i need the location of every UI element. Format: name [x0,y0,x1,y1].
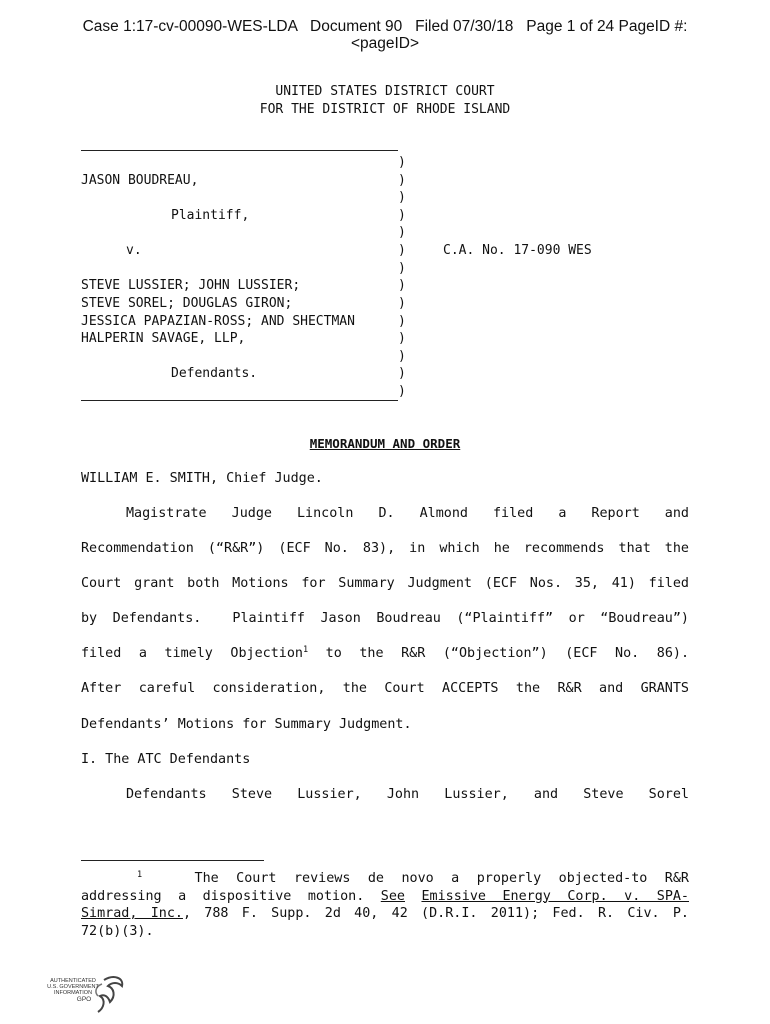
gpo-line-3: INFORMATION [53,990,93,997]
case-number: C.A. No. 17-090 WES [443,243,592,258]
judge-line: WILLIAM E. SMITH, Chief Judge. [81,471,323,486]
body-line-5-a: filed a timely Objection [81,646,303,661]
document-title-text: MEMORANDUM AND ORDER [309,436,461,451]
plaintiff-name: JASON BOUDREAU, [81,173,199,188]
case-header-line1: Case 1:17-cv-00090-WES-LDA Document 90 Filed 07/30/18 Page 1 of 24 PageID #: [82,18,688,35]
plaintiff-role: Plaintiff, [171,208,250,223]
gpo-mark: GPO [76,995,92,1003]
body-line-3: Court grant both Motions for Summary Judgment (ECF Nos. 35, 41) filed [81,576,689,591]
caption-paren: ) [398,261,406,276]
court-name-line1: UNITED STATES DISTRICT COURT [275,84,495,99]
gpo-authenticated-logo [44,972,128,1016]
document-title [0,436,770,451]
section-heading: I. The ATC Defendants [81,752,251,767]
see-signal: See [380,888,405,904]
footnote-line-3 [81,905,689,923]
versus: v. [126,243,142,258]
gpo-line-1: AUTHENTICATED [50,978,96,984]
footnote-ref[interactable]: 1 [302,645,309,655]
footnote-line-2 [81,888,689,906]
caption-paren: ) [398,190,406,205]
body-line-4: by Defendants. Plaintiff Jason Boudreau (“Plaintiff” or “Boudreau”) [81,611,689,626]
footnote-number: 1 [137,870,143,880]
footnote-rule [81,860,264,861]
footnote-line-1-text: The Court reviews de novo a properly objected-to R&R [194,871,689,886]
caption-paren: ) [398,314,406,329]
caption-paren: ) [398,384,406,399]
caption-paren: ) [398,278,406,293]
footnote-line-2-a: addressing a dispositive motion. [81,888,381,904]
defendants-role: Defendants. [171,366,258,381]
caption-top-rule [81,150,398,151]
body-line-2: Recommendation (“R&R”) (ECF No. 83), in which he recommends that the [81,541,689,556]
defendants-line-4: HALPERIN SAVAGE, LLP, [81,331,246,346]
case-citation-part-1: Emissive Energy Corp. v. SPA- [421,888,689,904]
body-line-8: Defendants Steve Lussier, John Lussier, and Steve Sorel [126,787,689,802]
court-name-line2: FOR THE DISTRICT OF RHODE ISLAND [259,102,511,117]
footnote-line-4: 72(b)(3). [81,923,154,939]
caption-paren: ) [398,225,406,240]
case-header-line2: <pageID> [350,35,420,52]
body-line-1: Magistrate Judge Lincoln D. Almond filed a Report and [126,506,689,521]
defendants-line-2: STEVE SOREL; DOUGLAS GIRON; [81,296,293,311]
footnote-line-3-rest: , 788 F. Supp. 2d 40, 42 (D.R.I. 2011); Fed. R. Civ. P. [182,906,689,921]
body-line-6: After careful consideration, the Court ACCEPTS the R&R and GRANTS [81,681,689,696]
caption-paren: ) [398,173,406,188]
caption-paren: ) [398,155,406,170]
body-line-5 [81,646,689,661]
caption-paren: ) [398,349,406,364]
defendants-line-3: JESSICA PAPAZIAN-ROSS; AND SHECTMAN [81,314,355,329]
caption-paren: ) [398,208,406,223]
defendants-line-1: STEVE LUSSIER; JOHN LUSSIER; [81,278,301,293]
caption-paren: ) [398,366,406,381]
body-line-7: Defendants’ Motions for Summary Judgment. [81,717,412,732]
case-citation-part-2: Simrad, Inc. [81,906,183,921]
body-line-5-b: to the R&R (“Objection”) (ECF No. 86). [308,646,689,661]
gpo-line-2: U.S. GOVERNMENT [47,984,99,991]
caption-paren: ) [398,243,406,258]
footnote-line-1 [81,870,689,888]
caption-bottom-rule [81,400,398,401]
caption-paren: ) [398,331,406,346]
footnote-1 [81,870,689,940]
caption-paren: ) [398,296,406,311]
